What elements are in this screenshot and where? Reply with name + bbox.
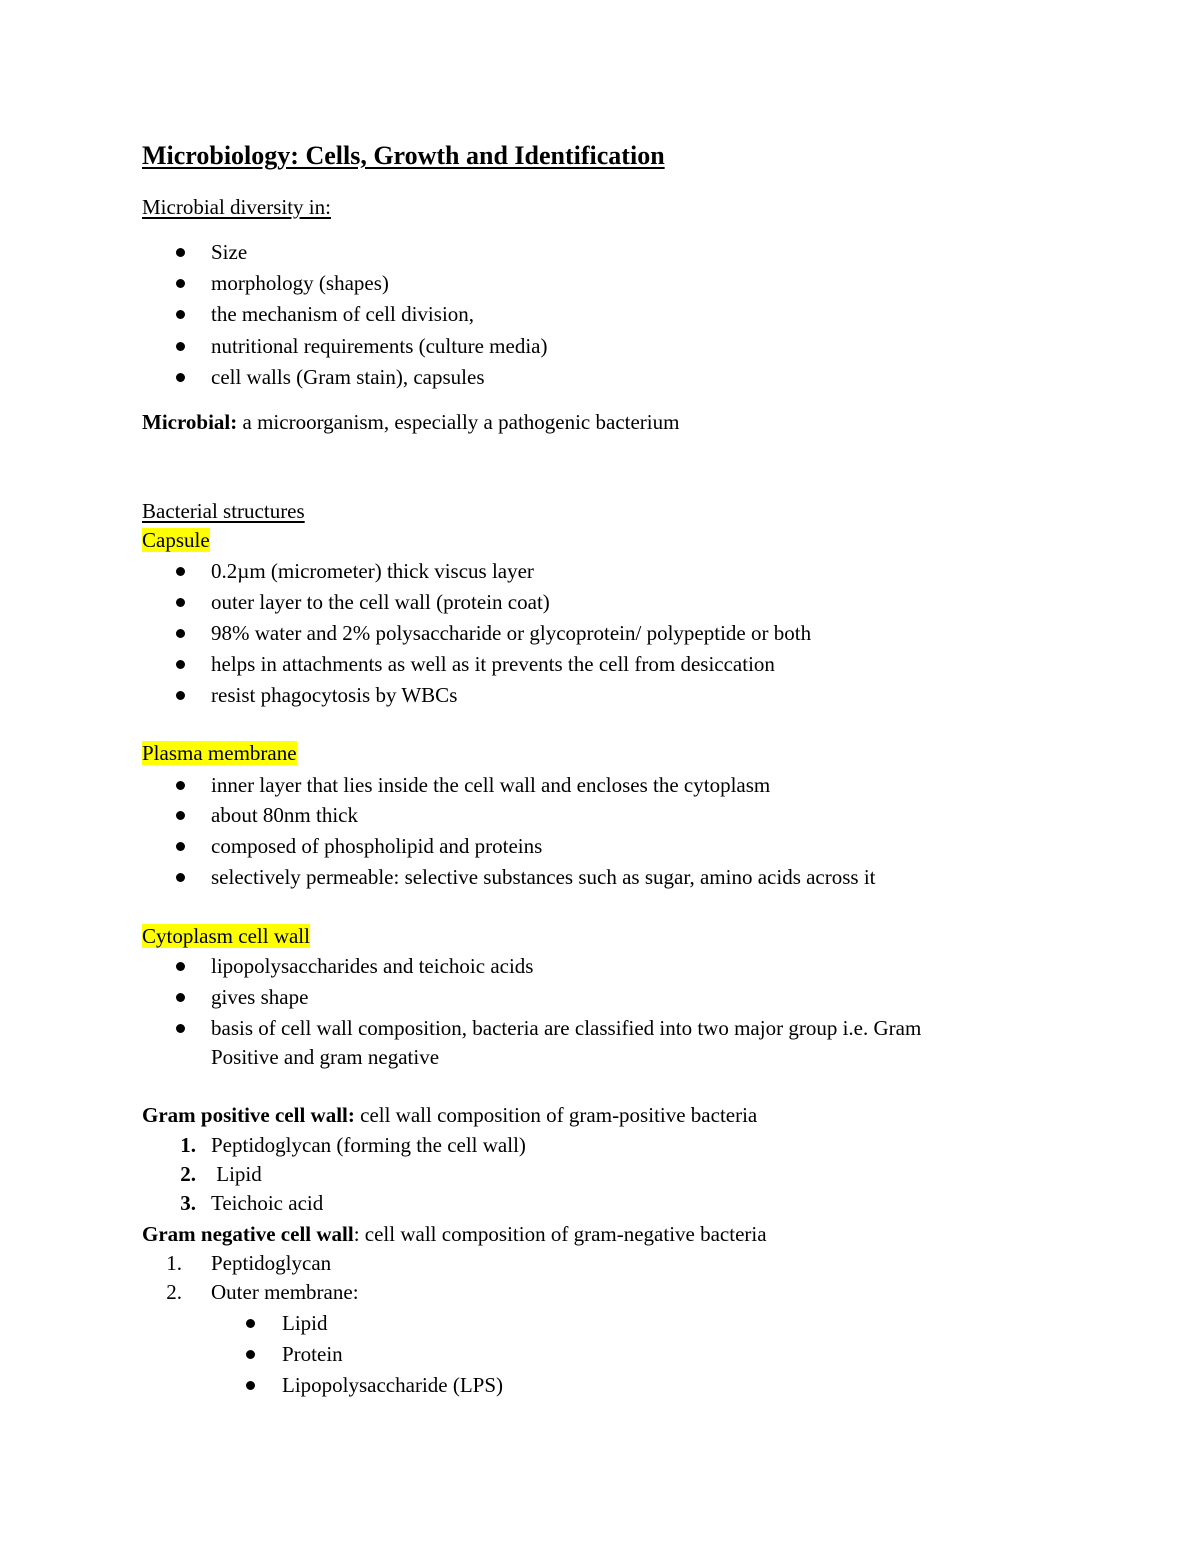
- capsule-heading: [142, 526, 210, 554]
- bullet-icon: [176, 691, 185, 700]
- bullet-icon: [246, 1350, 255, 1359]
- list-item: 98% water and 2% polysaccharide or glycoprotein/ polypeptide or both: [211, 621, 812, 645]
- bullet-icon: [246, 1381, 255, 1390]
- capsule-heading-text: Capsule: [142, 528, 210, 552]
- list-number: 1.: [180, 1133, 196, 1157]
- list-item: Size: [211, 240, 248, 264]
- list-item: Lipid: [211, 1162, 262, 1186]
- gram-negative-term: Gram negative cell wall: [142, 1222, 354, 1246]
- list-item: Outer membrane:: [211, 1280, 359, 1304]
- bullet-icon: [176, 279, 185, 288]
- list-item: resist phagocytosis by WBCs: [211, 683, 458, 707]
- list-item: 0.2µm (micrometer) thick viscus layer: [211, 559, 534, 583]
- bullet-icon: [176, 567, 185, 576]
- bullet-icon: [176, 373, 185, 382]
- list-item: lipopolysaccharides and teichoic acids: [211, 954, 534, 978]
- list-item: morphology (shapes): [211, 271, 389, 295]
- bullet-icon: [176, 781, 185, 790]
- gram-positive-text: cell wall composition of gram-positive bacteria: [354, 1103, 758, 1127]
- list-item: about 80nm thick: [211, 803, 358, 827]
- gram-positive-term: Gram positive cell wall:: [142, 1103, 355, 1127]
- list-item: Peptidoglycan: [211, 1251, 332, 1275]
- gram-negative-text: : cell wall composition of gram-negative bacteria: [353, 1222, 767, 1246]
- plasma-heading-text: Plasma membrane: [142, 741, 297, 765]
- list-item: helps in attachments as well as it prevents the cell from desiccation: [211, 652, 775, 676]
- bullet-icon: [176, 248, 185, 257]
- list-item: Peptidoglycan (forming the cell wall): [211, 1133, 526, 1157]
- bullet-icon: [176, 660, 185, 669]
- cytoplasm-heading-text: Cytoplasm cell wall: [142, 924, 310, 948]
- document-title: Microbiology: Cells, Growth and Identification: [142, 141, 665, 170]
- bullet-icon: [176, 873, 185, 882]
- microbial-definition: [142, 408, 679, 436]
- list-number: 1.: [166, 1251, 182, 1275]
- list-number: 2.: [166, 1280, 182, 1304]
- definition-text: a microorganism, especially a pathogenic bacterium: [237, 410, 680, 434]
- list-number: 3.: [180, 1191, 196, 1215]
- list-item: selectively permeable: selective substances such as sugar, amino acids across it: [211, 865, 876, 889]
- structures-heading: Bacterial structures: [142, 499, 305, 523]
- bullet-icon: [176, 629, 185, 638]
- diversity-heading: Microbial diversity in:: [142, 195, 331, 219]
- sub-list-item: Lipopolysaccharide (LPS): [282, 1373, 504, 1397]
- list-item: outer layer to the cell wall (protein coat): [211, 590, 550, 614]
- bullet-icon: [176, 598, 185, 607]
- bullet-icon: [176, 342, 185, 351]
- list-item: inner layer that lies inside the cell wall and encloses the cytoplasm: [211, 773, 771, 797]
- gram-negative-heading: [142, 1220, 767, 1248]
- list-item: cell walls (Gram stain), capsules: [211, 365, 485, 389]
- cytoplasm-heading: [142, 922, 310, 950]
- bullet-icon: [176, 842, 185, 851]
- list-item: Teichoic acid: [211, 1191, 324, 1215]
- sub-list-item: Protein: [282, 1342, 343, 1366]
- definition-term: Microbial:: [142, 410, 238, 434]
- bullet-icon: [176, 811, 185, 820]
- list-item: the mechanism of cell division,: [211, 302, 475, 326]
- bullet-icon: [176, 310, 185, 319]
- list-item: gives shape: [211, 985, 309, 1009]
- gram-positive-heading: [142, 1101, 757, 1129]
- list-item: composed of phospholipid and proteins: [211, 834, 543, 858]
- list-item: nutritional requirements (culture media): [211, 334, 548, 358]
- list-number: 2.: [180, 1162, 196, 1186]
- bullet-icon: [176, 1024, 185, 1033]
- plasma-heading: [142, 739, 297, 767]
- list-item-continuation: Positive and gram negative: [211, 1045, 440, 1069]
- sub-list-item: Lipid: [282, 1311, 328, 1335]
- bullet-icon: [176, 993, 185, 1002]
- bullet-icon: [176, 962, 185, 971]
- bullet-icon: [246, 1319, 255, 1328]
- list-item: basis of cell wall composition, bacteria are classified into two major group i.e. Gram: [211, 1016, 922, 1040]
